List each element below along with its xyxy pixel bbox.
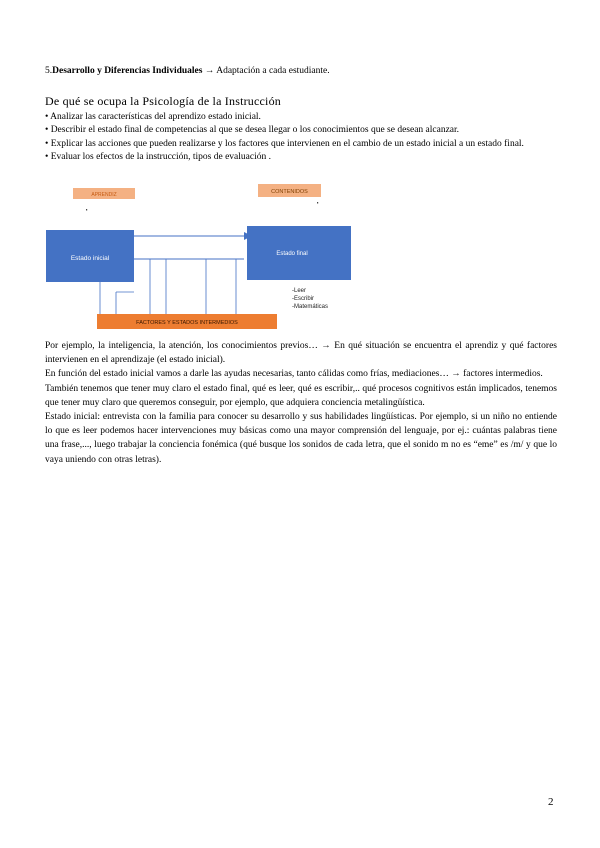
estado-inicial-label: Estado inicial: [70, 255, 110, 262]
heading-rest: Adaptación a cada estudiante.: [216, 66, 330, 76]
estado-final-label: Estado final: [276, 251, 308, 257]
page-number: 2: [548, 796, 554, 808]
paragraph: También tenemos que tener muy claro el estado final, qué es leer, qué es escribir,.. qué procesos cognitivos están implicados, tenemos que tener muy claro que queremos conseguir, por ejemplo, que adquiera conciencia metalingüística.: [45, 383, 557, 408]
heading-arrow: →: [204, 66, 215, 76]
list-item-leer: -Leer: [292, 288, 307, 294]
bullet-item: • Evaluar los efectos de la instrucción, tipos de evaluación .: [45, 151, 271, 162]
bullet-item: • Describir el estado final de competencias al que se desea llegar o los conocimientos que se desean alcanzar.: [45, 125, 460, 136]
list-item-escribir: -Escribir: [292, 296, 314, 302]
bullet-item: • Analizar las características del aprendizo estado inicial.: [45, 112, 261, 122]
instruction-diagram: [40, 184, 360, 336]
dot-marker: [86, 209, 87, 211]
dot-marker: [317, 202, 318, 204]
heading-number: 5.: [45, 66, 53, 76]
body-text: [45, 339, 557, 467]
paragraph: Estado inicial: entrevista con la familia para conocer su desarrollo y sus habilidades lingüísticas. Por ejemplo, si un niño no entiende lo que es leer podemos hacer intervenciones muy básicas como una mayor comprensión del lenguaje, por ej.: cuántas palabras tiene una frase,..., luego trabajar la conciencia fonémica (qué busque los sonidos de cada letra, que el sonido m no es “eme” es /m/ y que lo vaya uniendo con otras letras).: [45, 412, 557, 465]
paragraph: Por ejemplo, la inteligencia, la atención, los conocimientos previos… → En qué situación se encuentra el aprendiz y qué factores intervienen en el aprendizaje (el estado inicial).: [45, 341, 557, 366]
contenidos-label: CONTENIDOS: [271, 189, 308, 195]
bullet-list: [45, 111, 557, 164]
aprendiz-label: APRENDIZ: [91, 192, 117, 198]
heading-line: [45, 66, 330, 76]
section-title: De qué se ocupa la Psicología de la Instrucción: [45, 94, 281, 108]
list-item-matematicas: -Matemáticas: [292, 304, 329, 310]
factores-label: FACTORES Y ESTADOS INTERMEDIOS: [136, 320, 238, 326]
paragraph: En función del estado inicial vamos a darle las ayudas necesarias, tanto cálidas como frías, mediaciones… → factores intermedios.: [45, 369, 543, 380]
bullet-item: • Explicar las acciones que pueden realizarse y los factores que intervienen en el cambio de un estado inicial a un estado final.: [45, 138, 524, 149]
heading-bold: Desarrollo y Diferencias Individuales: [52, 66, 203, 76]
